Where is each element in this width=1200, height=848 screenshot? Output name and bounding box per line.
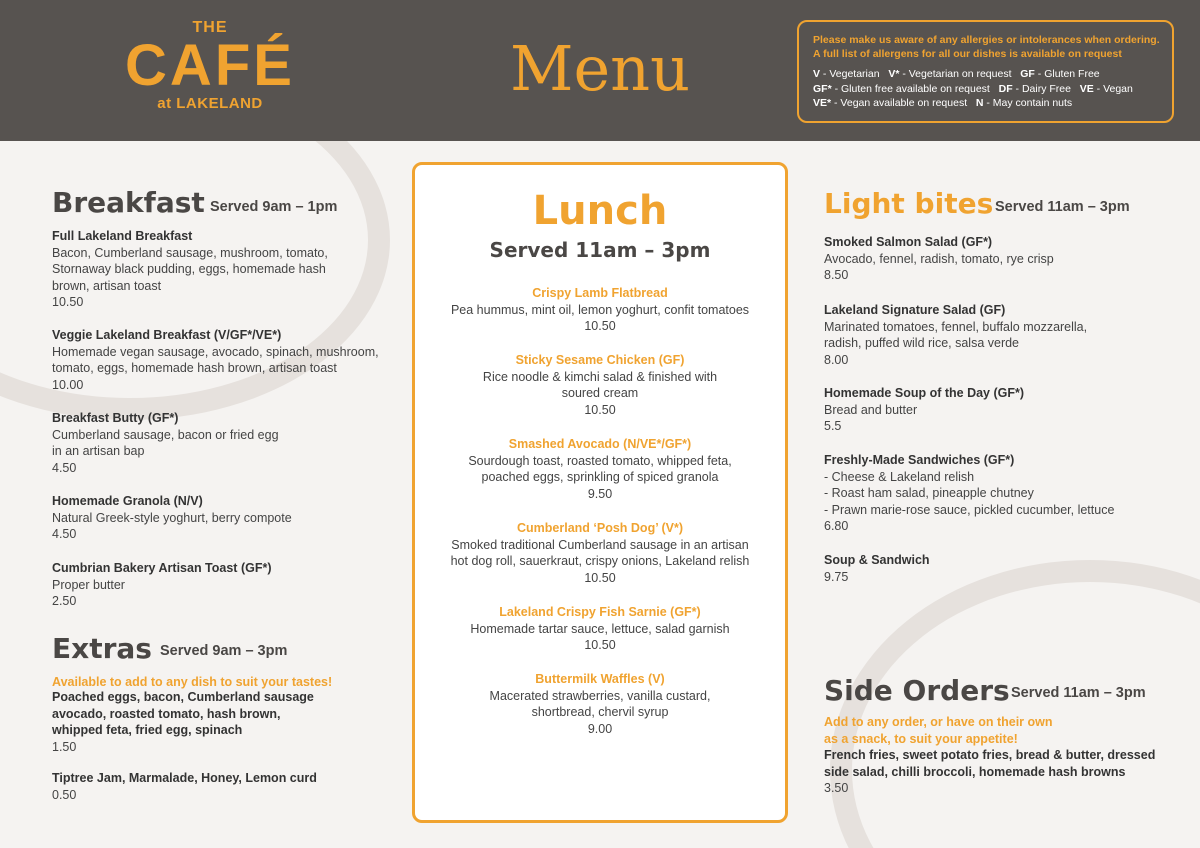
allergy-warning-1: Please make us aware of any allergies or intolerances when ordering.	[813, 34, 1160, 46]
allergy-warning-2: A full list of allergens for all our dishes is available on request	[813, 48, 1122, 60]
item-price: 2.50	[52, 594, 77, 608]
item-description: Bacon, Cumberland sausage, mushroom, tomato,	[52, 245, 328, 260]
lunch-item	[420, 285, 780, 335]
light-bites-title: Light bites	[824, 187, 994, 220]
item-description: radish, puffed wild rice, salsa verde	[824, 336, 1020, 350]
extras-item	[52, 689, 392, 755]
item-description: tomato, eggs, homemade hash brown, artisan toast	[52, 361, 337, 375]
menu-item	[824, 234, 1184, 284]
menu-item	[824, 302, 1184, 368]
allergy-code: GF*	[813, 82, 832, 95]
allergy-meaning: - Vegetarian	[820, 68, 880, 80]
allergy-meaning: - Vegetarian on request	[899, 68, 1012, 80]
lunch-item-price: 10.50	[584, 319, 616, 333]
allergy-legend-row	[813, 96, 1162, 111]
side-orders-list-1: French fries, sweet potato fries, bread & butter, dressed	[824, 748, 1156, 762]
item-description: - Cheese & Lakeland relish	[824, 469, 975, 484]
allergy-code: V*	[888, 68, 900, 80]
item-description: Bread and butter	[824, 402, 918, 417]
side-orders-title: Side Orders	[824, 674, 1010, 707]
allergy-meaning: - Dairy Free	[1012, 82, 1071, 95]
menu-item	[52, 410, 397, 476]
item-price: 8.50	[824, 268, 849, 282]
side-orders-block	[824, 714, 1184, 797]
item-description: - Roast ham salad, pineapple chutney	[824, 486, 1034, 500]
breakfast-title: Breakfast	[52, 186, 205, 219]
cafe-logo	[120, 18, 300, 114]
logo-line-the: THE	[192, 19, 228, 36]
item-price: 5.5	[824, 419, 842, 433]
item-description: Stornaway black pudding, eggs, homemade hash	[52, 262, 326, 276]
lunch-item-description: Rice noodle & kimchi salad & finished with	[482, 369, 718, 384]
extras-served: Served 9am – 3pm	[160, 643, 288, 659]
allergy-meaning: - Vegan available on request	[831, 97, 968, 109]
allergy-code: VE*	[813, 97, 832, 109]
extras-item-name: avocado, roasted tomato, hash brown,	[52, 706, 281, 721]
lunch-item-price: 10.50	[584, 402, 616, 417]
breakfast-served: Served 9am – 1pm	[210, 199, 338, 215]
menu-item	[52, 560, 397, 610]
lunch-item-price: 10.50	[584, 570, 616, 585]
allergy-code: VE	[1079, 82, 1094, 95]
item-price: 6.80	[824, 519, 849, 533]
allergy-meaning: - Gluten free available on request	[831, 82, 990, 95]
item-name: Homemade Soup of the Day (GF*)	[824, 386, 1025, 400]
lunch-item	[420, 520, 780, 586]
menu-item	[52, 493, 397, 543]
logo-line-cafe: CAFÉ	[125, 33, 295, 98]
item-price: 9.75	[824, 569, 849, 584]
allergy-code: DF	[998, 82, 1013, 95]
logo-line-at-lakeland: at LAKELAND	[157, 95, 263, 112]
menu-item	[824, 552, 1184, 585]
menu-item	[52, 327, 397, 393]
item-price: 8.00	[824, 352, 849, 367]
item-name: Homemade Granola (N/V)	[52, 494, 203, 508]
item-price: 10.50	[52, 295, 84, 309]
allergy-code: N	[975, 97, 984, 109]
lunch-item-description: Sourdough toast, roasted tomato, whipped feta,	[468, 453, 732, 468]
item-description: Marinated tomatoes, fennel, buffalo mozzarella,	[824, 319, 1088, 334]
lunch-item-description: soured cream	[561, 386, 639, 400]
extras-item	[52, 770, 392, 803]
lunch-item	[420, 671, 780, 737]
allergy-meaning: - Gluten Free	[1034, 68, 1100, 80]
allergy-legend-row	[813, 67, 1162, 82]
lunch-item-name: Sticky Sesame Chicken (GF)	[515, 353, 685, 367]
lunch-item-description: Pea hummus, mint oil, lemon yoghurt, confit tomatoes	[450, 302, 750, 317]
allergy-legend	[813, 67, 1162, 111]
allergy-legend-row	[813, 82, 1162, 97]
item-description: Avocado, fennel, radish, tomato, rye crisp	[824, 251, 1054, 266]
lunch-item	[420, 436, 780, 502]
allergy-code: V	[813, 68, 821, 80]
item-description: Homemade vegan sausage, avocado, spinach, mushroom,	[52, 344, 379, 359]
lunch-item-description: Homemade tartar sauce, lettuce, salad garnish	[470, 621, 730, 636]
item-name: Soup & Sandwich	[824, 553, 930, 567]
item-description: Proper butter	[52, 577, 125, 592]
allergy-code: GF	[1020, 68, 1035, 80]
extras-item-name: whipped feta, fried egg, spinach	[52, 723, 243, 737]
item-price: 4.50	[52, 527, 77, 541]
lunch-item-name: Smashed Avocado (N/VE*/GF*)	[508, 437, 692, 451]
side-orders-note-1: Add to any order, or have on their own	[824, 715, 1053, 729]
extras-title: Extras	[52, 632, 152, 665]
menu-title: Menu	[510, 32, 691, 105]
lunch-item-price: 9.00	[587, 721, 613, 736]
lunch-item-description: Smoked traditional Cumberland sausage in an artisan	[451, 537, 749, 552]
item-name: Full Lakeland Breakfast	[52, 229, 193, 243]
menu-item	[824, 385, 1184, 435]
extras-item-name: Tiptree Jam, Marmalade, Honey, Lemon curd	[52, 771, 317, 785]
lunch-item	[420, 604, 780, 654]
side-orders-list-2: side salad, chilli broccoli, homemade hash browns	[824, 764, 1126, 779]
item-name: Smoked Salmon Salad (GF*)	[824, 235, 993, 249]
item-name: Cumbrian Bakery Artisan Toast (GF*)	[52, 561, 272, 575]
item-name: Breakfast Butty (GF*)	[52, 411, 179, 425]
item-name: Veggie Lakeland Breakfast (V/GF*/VE*)	[52, 328, 282, 342]
lunch-item	[420, 352, 780, 418]
lunch-item-price: 9.50	[587, 486, 613, 501]
item-description: Cumberland sausage, bacon or fried egg	[52, 427, 279, 442]
extras-item-price: 1.50	[52, 739, 77, 754]
item-description: brown, artisan toast	[52, 278, 162, 293]
lunch-item-description: hot dog roll, sauerkraut, crispy onions, Lakeland relish	[450, 554, 750, 568]
lunch-item-description: poached eggs, sprinkling of spiced granola	[481, 470, 719, 484]
extras-item-name: Poached eggs, bacon, Cumberland sausage	[52, 690, 314, 704]
lunch-item-name: Cumberland ‘Posh Dog’ (V*)	[517, 521, 683, 535]
light-bites-served: Served 11am – 3pm	[995, 199, 1130, 215]
lunch-item-name: Crispy Lamb Flatbread	[532, 286, 668, 300]
lunch-item-name: Lakeland Crispy Fish Sarnie (GF*)	[499, 605, 701, 619]
allergy-meaning: - Vegan	[1093, 82, 1133, 95]
extras-note: Available to add to any dish to suit your tastes!	[52, 675, 333, 689]
side-orders-served: Served 11am – 3pm	[1011, 685, 1146, 701]
side-orders-price: 3.50	[824, 781, 849, 795]
side-orders-note-2: as a snack, to suit your appetite!	[824, 731, 1018, 746]
item-description: - Prawn marie-rose sauce, pickled cucumber, lettuce	[824, 502, 1115, 517]
header-bar	[0, 0, 1200, 141]
lunch-item-description: Macerated strawberries, vanilla custard,	[489, 688, 711, 703]
allergy-meaning: - May contain nuts	[983, 97, 1073, 109]
lunch-item-name: Buttermilk Waffles (V)	[535, 672, 665, 686]
allergy-info-box	[797, 20, 1174, 123]
lunch-served: Served 11am – 3pm	[489, 238, 711, 262]
menu-item	[824, 452, 1184, 535]
item-description: in an artisan bap	[52, 444, 145, 458]
lunch-item-description: shortbread, chervil syrup	[531, 705, 669, 719]
item-name: Lakeland Signature Salad (GF)	[824, 303, 1006, 317]
lunch-title: Lunch	[532, 188, 668, 234]
item-name: Freshly-Made Sandwiches (GF*)	[824, 453, 1015, 467]
extras-item-price: 0.50	[52, 787, 77, 802]
item-description: Natural Greek-style yoghurt, berry compote	[52, 510, 292, 525]
lunch-item-price: 10.50	[584, 638, 616, 652]
item-price: 4.50	[52, 460, 77, 475]
item-price: 10.00	[52, 377, 84, 392]
menu-item	[52, 228, 397, 311]
